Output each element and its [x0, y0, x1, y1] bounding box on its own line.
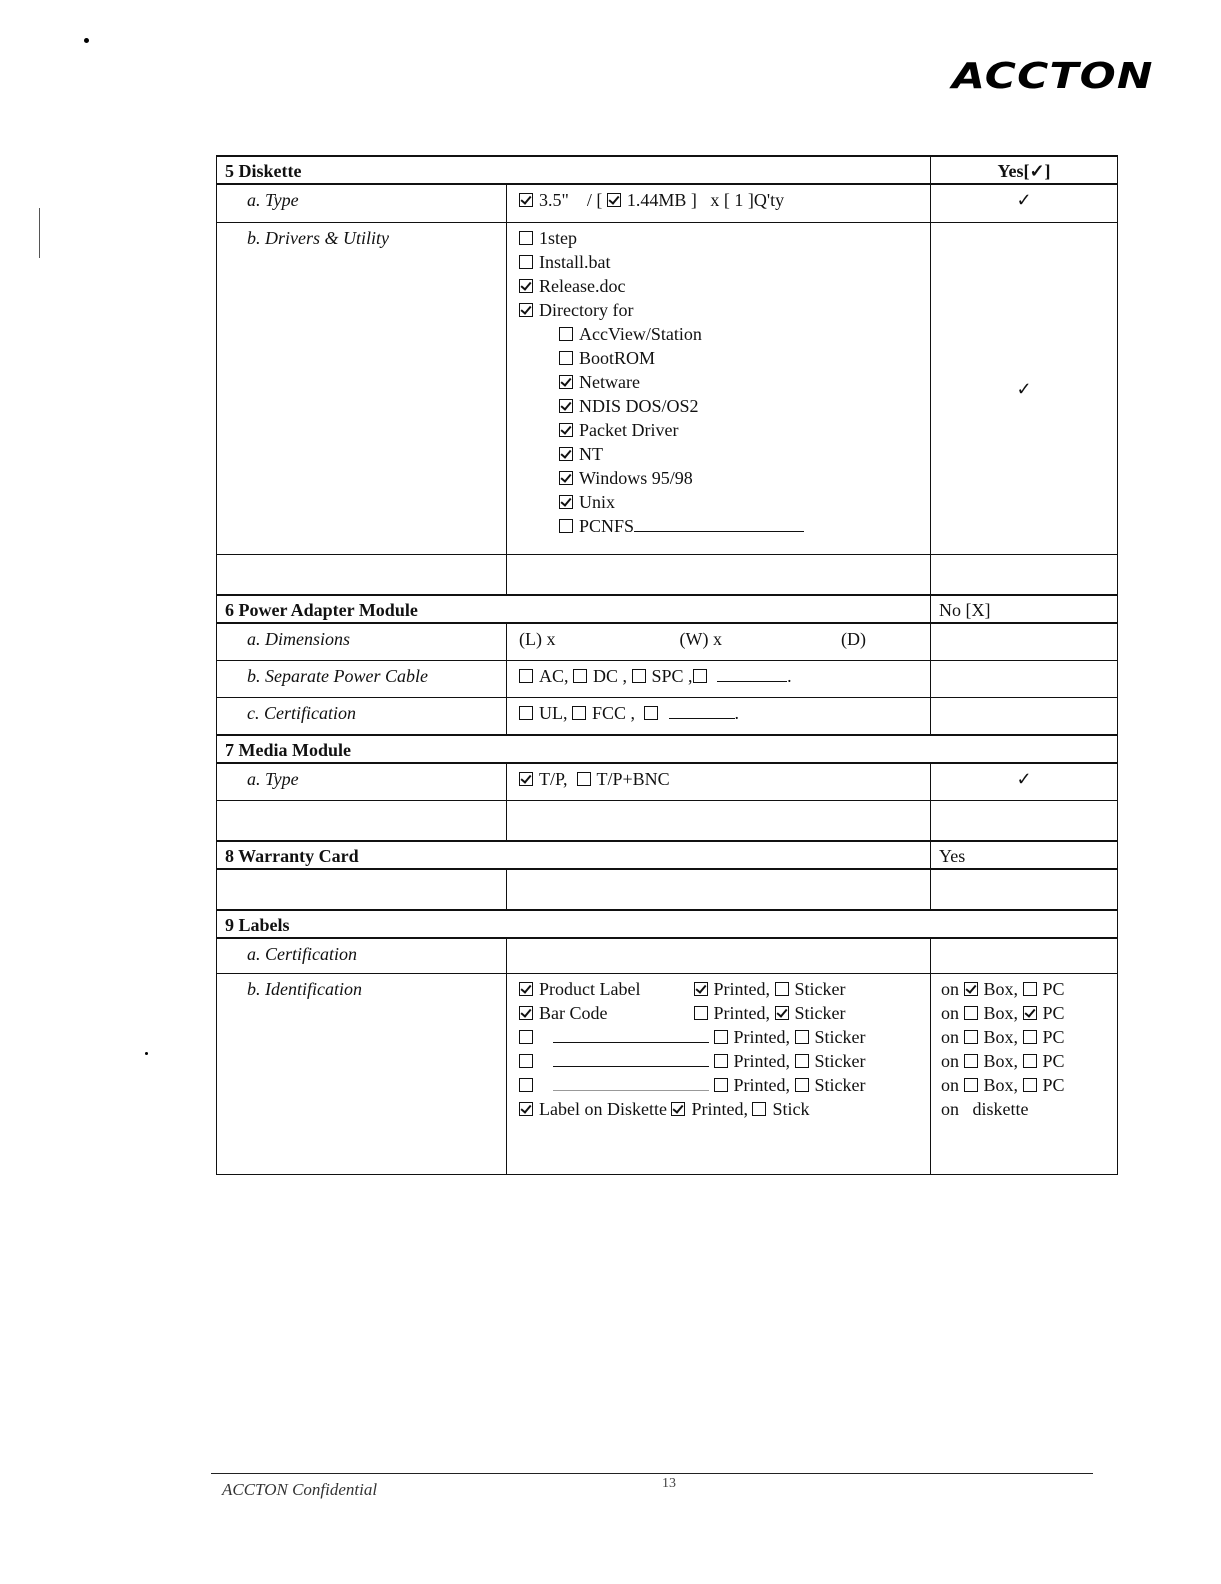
checkbox-icon[interactable] — [519, 1006, 533, 1020]
checkbox-icon[interactable] — [519, 255, 533, 269]
checkbox-icon[interactable] — [559, 375, 573, 389]
list-item: Packet Driver — [519, 418, 918, 442]
checkbox-icon[interactable] — [559, 447, 573, 461]
blank-line[interactable] — [553, 1090, 709, 1091]
checkbox-icon[interactable] — [964, 1030, 978, 1044]
list-item: on Box, PC — [941, 1051, 1065, 1071]
list-item: AccView/Station — [519, 322, 918, 346]
section-title: 6 Power Adapter Module — [225, 600, 418, 620]
checkbox-icon[interactable] — [559, 495, 573, 509]
list-item: Release.doc — [519, 274, 918, 298]
status-value: No [X] — [939, 600, 991, 620]
list-item: 1step — [519, 226, 918, 250]
checkbox-icon[interactable] — [1023, 1078, 1037, 1092]
list-item: Windows 95/98 — [519, 466, 918, 490]
checkbox-icon[interactable] — [1023, 1054, 1037, 1068]
row-label: a. Type — [247, 769, 299, 789]
list-item: NDIS DOS/OS2 — [519, 394, 918, 418]
row-label: a. Dimensions — [247, 629, 350, 649]
checkbox-icon[interactable] — [795, 1078, 809, 1092]
margin-mark — [39, 208, 40, 258]
checkbox-icon[interactable] — [519, 303, 533, 317]
checkmark-icon: ✓ — [1016, 379, 1032, 399]
list-item: on Box, PC — [941, 1075, 1065, 1095]
row-label-cert — [217, 938, 1118, 974]
empty-row — [217, 555, 1118, 596]
checkbox-icon[interactable] — [519, 193, 533, 207]
list-item: Bar Code Printed, Sticker — [519, 1001, 918, 1025]
checkbox-icon[interactable] — [573, 669, 587, 683]
list-item: Printed, Sticker — [519, 1025, 918, 1049]
margin-dot — [145, 1052, 148, 1055]
section-title: 8 Warranty Card — [225, 846, 359, 866]
row-label: a. Type — [247, 190, 299, 210]
checkbox-icon[interactable] — [795, 1030, 809, 1044]
section-media — [217, 735, 1118, 763]
checkbox-icon[interactable] — [632, 669, 646, 683]
checkbox-icon[interactable] — [752, 1102, 766, 1116]
checkbox-icon[interactable] — [519, 1102, 533, 1116]
list-item: Install.bat — [519, 250, 918, 274]
empty-row — [217, 869, 1118, 910]
section-labels — [217, 910, 1118, 938]
checkbox-icon[interactable] — [1023, 1006, 1037, 1020]
list-item: Unix — [519, 490, 918, 514]
checkbox-icon[interactable] — [714, 1078, 728, 1092]
list-item: Label on Diskette Printed, Stick — [519, 1097, 918, 1121]
checkbox-icon[interactable] — [577, 772, 591, 786]
checkbox-icon[interactable] — [964, 1006, 978, 1020]
checkbox-icon[interactable] — [519, 706, 533, 720]
checkbox-icon[interactable] — [671, 1102, 685, 1116]
checkbox-icon[interactable] — [714, 1030, 728, 1044]
status-value: Yes — [939, 846, 966, 866]
checkbox-icon[interactable] — [559, 519, 573, 533]
type-capacity: 1.44MB ] — [626, 190, 697, 210]
row-media-type: a. Type T/P, T/P+BNC ✓ — [217, 763, 1118, 801]
blank-line[interactable] — [669, 718, 735, 719]
row-power-cert: c. Certification UL, FCC , . — [217, 698, 1118, 736]
checkbox-icon[interactable] — [559, 423, 573, 437]
checkbox-icon[interactable] — [559, 471, 573, 485]
checkbox-icon[interactable] — [519, 982, 533, 996]
footer-rule — [211, 1473, 1093, 1474]
page-number: 13 — [662, 1476, 676, 1491]
checkbox-icon[interactable] — [1023, 1030, 1037, 1044]
empty-row — [217, 801, 1118, 842]
list-item: Directory for — [519, 298, 918, 322]
margin-dot — [84, 38, 89, 43]
type-size: 3.5" — [539, 190, 569, 210]
type-sep: / [ — [586, 190, 603, 210]
list-item: on Box, PC — [941, 979, 1065, 999]
list-item: on Box, PC — [941, 1003, 1065, 1023]
list-item: Netware — [519, 370, 918, 394]
row-label: c. Certification — [247, 703, 356, 723]
checkbox-icon[interactable] — [519, 1078, 533, 1092]
spec-table — [216, 155, 1118, 1175]
status-value: Yes[✓] — [997, 161, 1051, 181]
list-item: Printed, Sticker — [519, 1049, 918, 1073]
dim-length: (L) x — [519, 629, 556, 649]
blank-line[interactable] — [634, 531, 804, 532]
accton-logo: ACCTON — [952, 56, 1154, 97]
blank-line[interactable] — [553, 1042, 709, 1043]
checkbox-icon[interactable] — [519, 231, 533, 245]
list-item: on Box, PC — [941, 1027, 1065, 1047]
blank-line[interactable] — [717, 681, 787, 682]
checkmark-icon: ✓ — [1016, 190, 1032, 210]
list-item: Product Label Printed, Sticker — [519, 977, 918, 1001]
blank-line[interactable] — [553, 1066, 709, 1067]
section-diskette — [217, 156, 1118, 184]
checkbox-icon[interactable] — [519, 1054, 533, 1068]
section-title: 9 Labels — [225, 915, 290, 935]
checkbox-icon[interactable] — [775, 1006, 789, 1020]
row-dimensions — [217, 623, 1118, 661]
type-qty: x [ 1 ]Q'ty — [710, 190, 785, 210]
row-label: a. Certification — [247, 944, 357, 964]
checkbox-icon[interactable] — [694, 1006, 708, 1020]
footer-confidential: ACCTON Confidential — [222, 1480, 378, 1499]
section-title: 7 Media Module — [225, 740, 351, 760]
row-diskette-type — [217, 184, 1118, 223]
list-item: PCNFS — [519, 514, 918, 538]
checkbox-icon[interactable] — [964, 1078, 978, 1092]
checkbox-icon[interactable] — [572, 706, 586, 720]
list-item: BootROM — [519, 346, 918, 370]
checkbox-icon[interactable] — [519, 279, 533, 293]
section-title: 5 Diskette — [225, 161, 302, 181]
checkbox-icon[interactable] — [795, 1054, 809, 1068]
section-warranty — [217, 841, 1118, 869]
checkbox-icon[interactable] — [964, 982, 978, 996]
checkbox-icon[interactable] — [559, 399, 573, 413]
row-power-cable: b. Separate Power Cable AC, DC , SPC , . — [217, 661, 1118, 698]
checkbox-icon[interactable] — [644, 706, 658, 720]
checkbox-icon[interactable] — [714, 1054, 728, 1068]
section-power — [217, 595, 1118, 623]
checkbox-icon[interactable] — [519, 1030, 533, 1044]
checkbox-icon[interactable] — [559, 351, 573, 365]
dim-width: (W) x — [679, 629, 722, 649]
row-identification — [217, 974, 1118, 1175]
checkbox-icon[interactable] — [964, 1054, 978, 1068]
row-label: b. Separate Power Cable — [247, 666, 428, 686]
row-label: b. Drivers & Utility — [247, 228, 389, 248]
checkbox-icon[interactable] — [693, 669, 707, 683]
checkbox-icon[interactable] — [694, 982, 708, 996]
row-drivers — [217, 223, 1118, 555]
checkbox-icon[interactable] — [607, 193, 621, 207]
checkbox-icon[interactable] — [559, 327, 573, 341]
checkbox-icon[interactable] — [1023, 982, 1037, 996]
list-item: Printed, Sticker — [519, 1073, 918, 1097]
list-item: on diskette — [941, 1099, 1029, 1119]
row-label: b. Identification — [247, 979, 362, 999]
checkbox-icon[interactable] — [775, 982, 789, 996]
checkbox-icon[interactable] — [519, 772, 533, 786]
checkbox-icon[interactable] — [519, 669, 533, 683]
list-item: NT — [519, 442, 918, 466]
dim-depth: (D) — [840, 629, 866, 649]
checkmark-icon: ✓ — [1016, 769, 1032, 789]
